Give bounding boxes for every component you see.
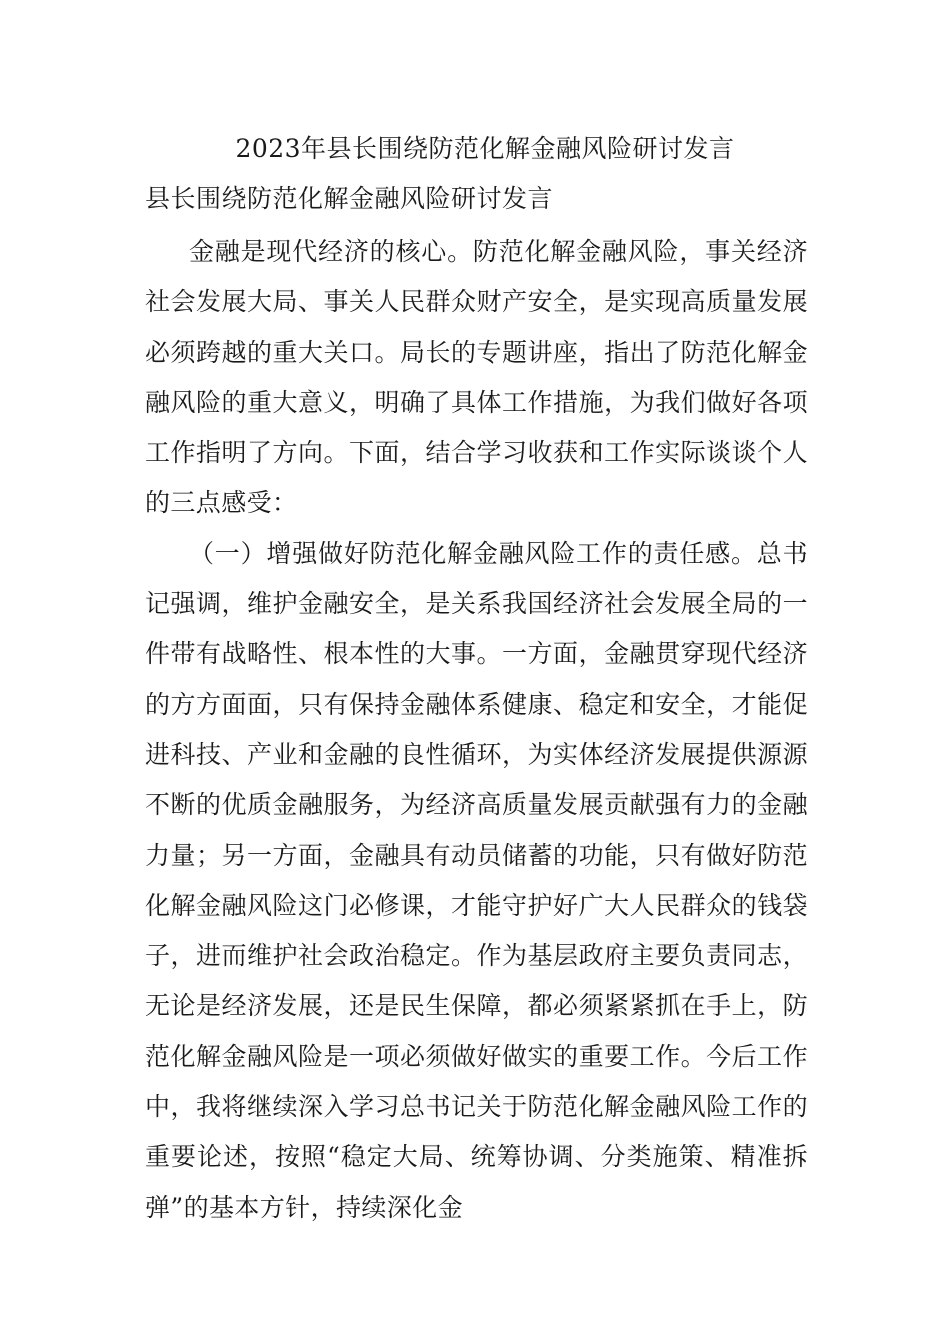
document-subtitle: 县长围绕防范化解金融风险研讨发言 xyxy=(145,184,554,213)
paragraph-section-one: （一）增强做好防范化解金融风险工作的责任感。总书记强调，维护金融安全，是关系我国经济社会发展全局的一件带有战略性、根本性的大事。一方面，金融贯穿现代经济的方方面面，只有保持金融体系健康、稳定和安全，才能促进科技、产业和金融的良性循环，为实体经济发展提供源源不断的优质金融服务，为经济高质量发展贡献强有力的金融力量；另一方面，金融具有动员储蓄的功能，只有做好防范化解金融风险这门必修课，才能守护好广大人民群众的钱袋子，进而维护社会政治稳定。作为基层政府主要负责同志，无论是经济发展，还是民生保障，都必须紧紧抓在手上，防范化解金融风险是一项必须做好做实的重要工作。今后工作中，我将继续深入学习总书记关于防范化解金融风险工作的重要论述，按照“稳定大局、统筹协调、分类施策、精准拆弹”的基本方针，持续深化金 xyxy=(145,538,808,1222)
paragraph-intro: 金融是现代经济的核心。防范化解金融风险，事关经济社会发展大局、事关人民群众财产安全，是实现高质量发展必须跨越的重大关口。局长的专题讲座，指出了防范化解金融风险的重大意义，明确了具体工作措施，为我们做好各项工作指明了方向。下面，结合学习收获和工作实际谈谈个人的三点感受： xyxy=(145,237,808,518)
document-title: 2023年县长围绕防范化解金融风险研讨发言 xyxy=(235,134,735,163)
document-body xyxy=(145,227,808,1233)
